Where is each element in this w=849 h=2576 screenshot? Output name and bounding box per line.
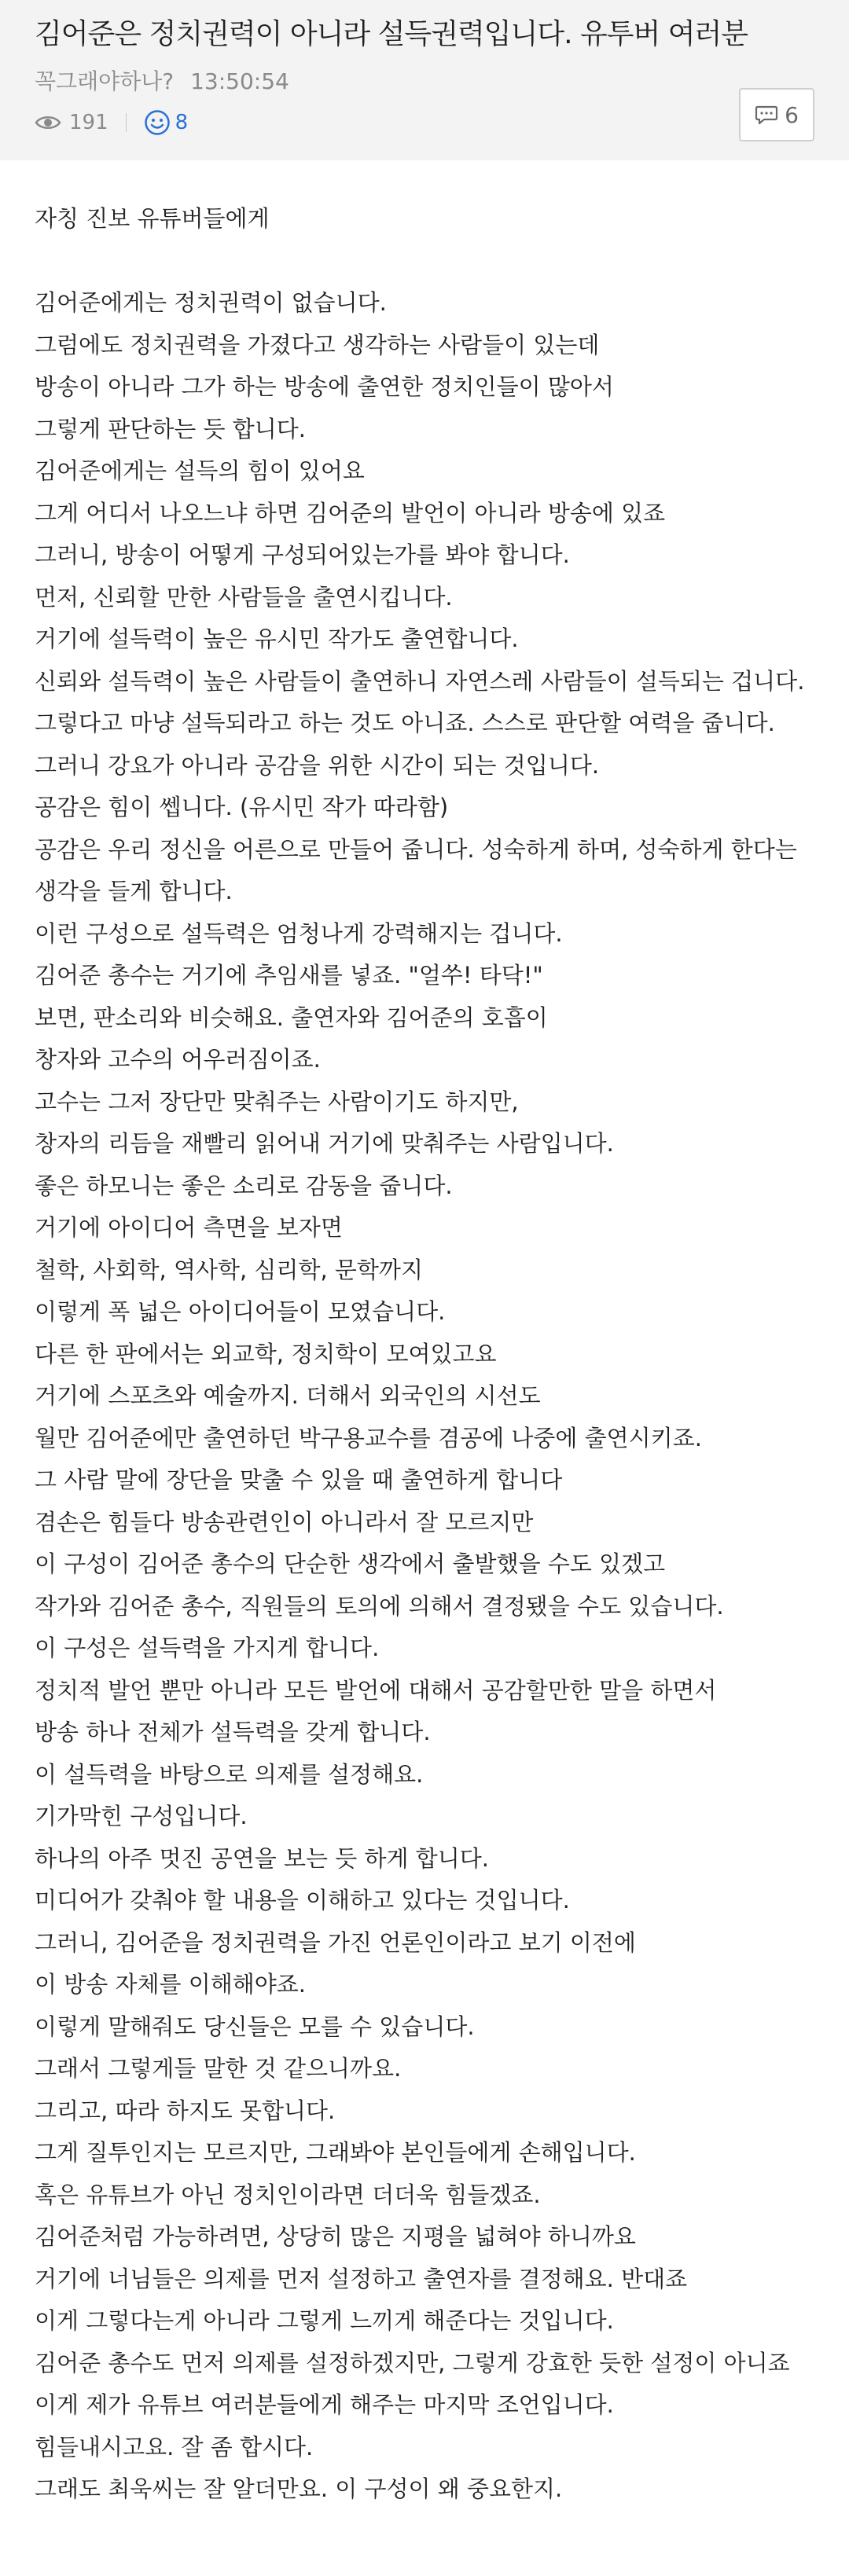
post-stats — [35, 107, 188, 138]
body-paragraph: 공감은 우리 정신을 어른으로 만들어 줍니다. 성숙하게 하며, 성숙하게 한다는 생각을 들게 합니다. — [35, 835, 797, 905]
body-paragraph: 그러니 강요가 아니라 공감을 위한 시간이 되는 것입니다. — [35, 751, 600, 779]
body-paragraph: 겸손은 힘들다 방송관련인이 아니라서 잘 모르지만 — [35, 1508, 534, 1536]
body-paragraph: 그렇게 판단하는 듯 합니다. — [35, 415, 307, 442]
post-title: 김어준은 정치권력이 아니라 설득권력입니다. 유투버 여러분 — [35, 18, 748, 50]
smile-icon[interactable] — [144, 109, 171, 136]
body-paragraph: 방송이 아니라 그가 하는 방송에 출연한 정치인들이 많아서 — [35, 373, 614, 400]
body-paragraph: 자칭 진보 유튜버들에게 — [35, 205, 270, 232]
body-paragraph: 이 방송 자체를 이해해야죠. — [35, 1971, 307, 1998]
body-paragraph: 먼저, 신뢰할 만한 사람들을 출연시킵니다. — [35, 583, 453, 611]
blank-line — [35, 240, 813, 283]
body-paragraph: 이 구성이 김어준 총수의 단순한 생각에서 출발했을 수도 있겠고 — [35, 1550, 666, 1577]
post-header — [0, 0, 849, 160]
body-paragraph: 거기에 설득력이 높은 유시민 작가도 출연합니다. — [35, 626, 519, 652]
body-paragraph: 이게 제가 유튜브 여러분들에게 해주는 마지막 조언입니다. — [35, 2391, 614, 2418]
body-paragraph: 신뢰와 설득력이 높은 사람들이 출연하니 자연스레 사람들이 설득되는 겁니다. — [35, 667, 805, 695]
comment-count-button[interactable] — [739, 88, 814, 141]
body-paragraph: 보면, 판소리와 비슷해요. 출연자와 김어준의 호흡이 — [35, 1004, 548, 1031]
body-paragraph: 힘들내시고요. 잘 좀 합시다. — [35, 2433, 314, 2460]
body-paragraph: 김어준에게는 정치권력이 없습니다. — [35, 289, 387, 316]
body-paragraph: 월만 김어준에만 출연하던 박구용교수를 겸공에 나중에 출연시키죠. — [35, 1424, 702, 1451]
body-paragraph: 혹은 유튜브가 아닌 정치인이라면 더더욱 힘들겠죠. — [35, 2181, 541, 2208]
body-paragraph: 방송 하나 전체가 설득력을 갖게 합니다. — [35, 1719, 431, 1745]
body-paragraph: 좋은 하모니는 좋은 소리로 감동을 줍니다. — [35, 1172, 453, 1199]
body-paragraph: 공감은 힘이 쎕니다. (유시민 작가 따라함) — [35, 794, 449, 820]
body-paragraph: 그러니, 김어준을 정치권력을 가진 언론인이라고 보기 이전에 — [35, 1928, 636, 1956]
body-paragraph: 이런 구성으로 설득력은 엄청나게 강력해지는 겁니다. — [35, 919, 563, 947]
body-paragraph: 이게 그렇다는게 아니라 그렇게 느끼게 해준다는 것입니다. — [35, 2307, 614, 2334]
body-paragraph: 그래서 그렇게들 말한 것 같으니까요. — [35, 2055, 402, 2082]
body-paragraph: 정치적 발언 뿐만 아니라 모든 발언에 대해서 공감할만한 말을 하면서 — [35, 1676, 717, 1704]
body-paragraph: 그 사람 말에 장단을 맞출 수 있을 때 출연하게 합니다 — [35, 1466, 563, 1493]
comment-count: 6 — [785, 101, 799, 128]
body-paragraph: 거기에 너님들은 의제를 먼저 설정하고 출연자를 결정해요. 반대죠 — [35, 2265, 688, 2292]
body-paragraph: 다른 한 판에서는 외교학, 정치학이 모여있고요 — [35, 1340, 497, 1367]
stat-divider — [126, 113, 127, 132]
eye-icon — [35, 114, 61, 131]
body-paragraph: 김어준 총수도 먼저 의제를 설정하겠지만, 그렇게 강효한 듯한 설정이 아니죠 — [35, 2349, 790, 2376]
post-author[interactable]: 꼭그래야하나? — [35, 68, 175, 94]
body-paragraph: 그게 질투인지는 모르지만, 그래봐야 본인들에게 손해입니다. — [35, 2139, 636, 2166]
body-paragraph: 창자의 리듬을 재빨리 읽어내 거기에 맞춰주는 사람입니다. — [35, 1130, 614, 1157]
body-paragraph: 미디어가 갖춰야 할 내용을 이해하고 있다는 것입니다. — [35, 1887, 570, 1914]
body-paragraph: 그래도 최욱씨는 잘 알더만요. 이 구성이 왜 중요한지. — [35, 2475, 563, 2502]
post-time: 13:50:54 — [190, 68, 289, 94]
body-paragraph: 거기에 아이디어 측면을 보자면 — [35, 1214, 343, 1241]
body-paragraph: 그럼에도 정치권력을 가졌다고 생각하는 사람들이 있는데 — [35, 331, 600, 358]
body-paragraph: 거기에 스포츠와 예술까지. 더해서 외국인의 시선도 — [35, 1382, 541, 1409]
view-count: 191 — [69, 111, 108, 134]
body-paragraph: 하나의 아주 멋진 공연을 보는 듯 하게 합니다. — [35, 1844, 489, 1872]
post-body — [35, 198, 813, 2511]
body-paragraph: 이렇게 폭 넓은 아이디어들이 모였습니다. — [35, 1298, 446, 1325]
like-count: 8 — [175, 111, 189, 134]
body-paragraph: 김어준에게는 설득의 힘이 있어요 — [35, 457, 365, 484]
body-paragraph: 이렇게 말해줘도 당신들은 모를 수 있습니다. — [35, 2013, 475, 2040]
body-paragraph: 이 구성은 설득력을 가지게 합니다. — [35, 1635, 380, 1661]
body-paragraph: 작가와 김어준 총수, 직원들의 토의에 의해서 결정됐을 수도 있습니다. — [35, 1592, 724, 1620]
body-paragraph: 그게 어디서 나오느냐 하면 김어준의 발언이 아니라 방송에 있죠 — [35, 499, 666, 527]
body-paragraph: 기가막힌 구성입니다. — [35, 1803, 248, 1829]
body-paragraph: 그러니, 방송이 어떻게 구성되어있는가를 봐야 합니다. — [35, 541, 570, 568]
body-paragraph: 그리고, 따라 하지도 못합니다. — [35, 2097, 336, 2124]
body-paragraph: 철학, 사회학, 역사학, 심리학, 문학까지 — [35, 1256, 423, 1283]
body-paragraph: 김어준처럼 가능하려면, 상당히 많은 지평을 넓혀야 하니까요 — [35, 2223, 636, 2250]
body-paragraph: 창자와 고수의 어우러짐이죠. — [35, 1046, 321, 1073]
body-paragraph: 고수는 그저 장단만 맞춰주는 사람이기도 하지만, — [35, 1088, 519, 1115]
post-meta — [35, 66, 289, 97]
body-paragraph: 그렇다고 마냥 설득되라고 하는 것도 아니죠. 스스로 판단할 여력을 줍니다. — [35, 710, 775, 736]
body-paragraph: 김어준 총수는 거기에 추임새를 넣죠. "얼쑤! 타닥!" — [35, 962, 543, 989]
body-paragraph: 이 설득력을 바탕으로 의제를 설정해요. — [35, 1760, 424, 1788]
comment-icon — [755, 105, 778, 125]
